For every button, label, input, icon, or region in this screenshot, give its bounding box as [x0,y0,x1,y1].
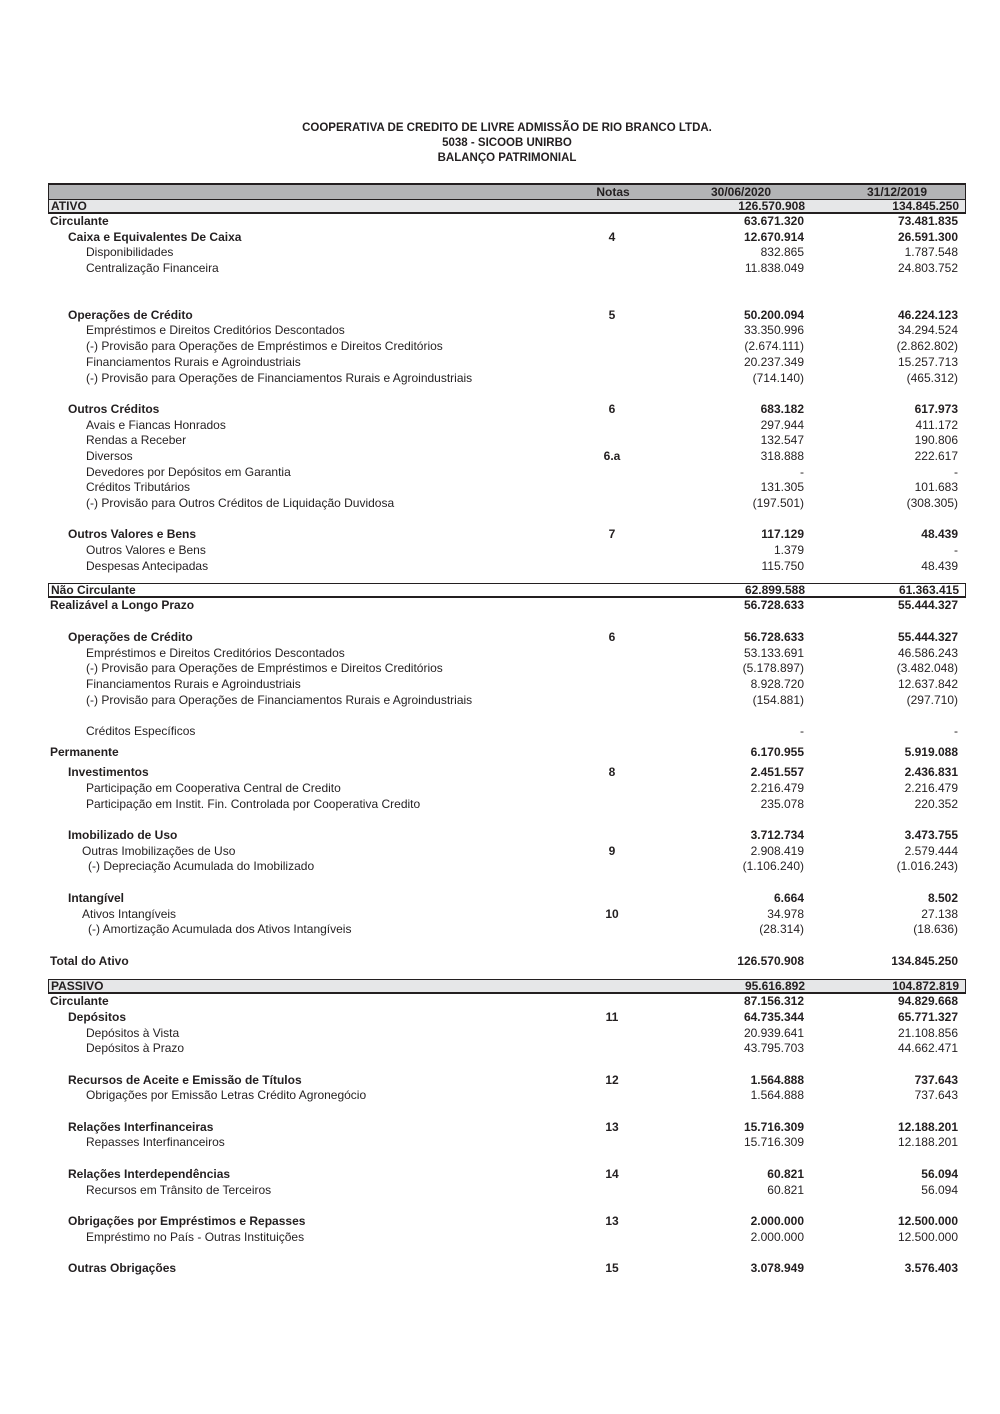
row-label: Recursos de Aceite e Emissão de Títulos [68,1072,302,1087]
value-period1: 33.350.996 [743,323,804,338]
value-period2: 190.806 [914,433,958,448]
value-period1: 3.078.949 [750,1260,804,1275]
table-row [48,355,966,371]
row-label: Disponibilidades [86,245,174,260]
note-ref: 5 [608,307,616,322]
row-label: (-) Depreciação Acumulada do Imobilizado [88,859,315,874]
value-period1: 60.821 [767,1166,804,1181]
row-label: Operações de Crédito [68,629,193,644]
row-label: (-) Provisão para Operações de Financiamentos Rurais e Agroindustriais [86,692,473,707]
row-label: Outros Valores e Bens [68,527,197,542]
row-label: Créditos Específicos [86,723,196,738]
row-label: Repasses Interfinanceiros [86,1135,225,1150]
row-label: Caixa e Equivalentes De Caixa [68,229,242,244]
report-header [0,121,1000,166]
value-period2: 411.172 [915,417,958,432]
value-period2: - [954,543,958,558]
row-label: Relações Interfinanceiras [68,1119,214,1134]
table-row [48,449,966,465]
value-period1: (5.178.897) [742,661,804,676]
table-row [48,245,966,261]
value-period2: 3.576.403 [904,1260,958,1275]
value-period2: 104.872.819 [892,979,959,994]
value-period1: 20.939.641 [743,1025,804,1040]
note-ref: 14 [605,1166,619,1181]
row-permanente [48,745,966,761]
company-name: COOPERATIVA DE CREDITO DE LIVRE ADMISSÃO DE RIO BRANCO LTDA. [302,122,712,134]
row-label: Rendas a Receber [86,433,187,448]
table-row [48,844,966,860]
note-ref: 6 [608,401,616,416]
row-label: Obrigações por Emissão Letras Crédito Agronegócio [86,1088,367,1103]
value-period1: 297.944 [760,417,804,432]
value-period1: 34.978 [767,906,804,921]
value-period2: 48.439 [921,527,958,542]
value-period1: 2.216.479 [750,781,804,795]
value-period1: 64.735.344 [743,1009,804,1024]
table-row [48,1183,966,1199]
row-label: (-) Provisão para Operações de Empréstimos e Direitos Creditórios [86,661,443,676]
value-period1: 3.712.734 [750,828,804,843]
row-label: Imobilizado de Uso [68,828,178,843]
value-period2: 101.683 [914,480,958,495]
row-label: Investimentos [68,765,149,780]
group-operacoes-credito-cp [48,308,966,324]
value-period2: 46.586.243 [897,645,958,660]
value-period2: 44.662.471 [897,1041,958,1056]
note-ref: 15 [605,1260,619,1275]
value-period1: 1.564.888 [750,1088,804,1103]
group-intangivel [48,891,966,907]
value-period2: (308.305) [906,496,958,510]
notes-column-header: Notas [596,185,630,199]
table-row [48,323,966,339]
value-period1: 117.129 [761,527,804,542]
value-period1: 53.133.691 [743,645,804,660]
value-period2: 220.352 [914,796,958,811]
value-period2: (3.482.048) [896,661,958,676]
value-period1: 1.564.888 [750,1072,804,1087]
value-period2: 617.973 [914,401,958,416]
group-obrigacoes-emprestimos [48,1214,966,1230]
table-row [48,480,966,496]
row-label: Circulante [50,214,109,228]
row-label: Depósitos à Vista [86,1025,180,1040]
row-label: Outras Obrigações [68,1260,177,1275]
group-relacoes-interdependencias [48,1167,966,1183]
value-period1: 2.908.419 [750,843,804,858]
table-row [48,1135,966,1151]
value-period2: 65.771.327 [897,1009,958,1024]
value-period1: 683.182 [760,401,804,416]
row-label: Despesas Antecipadas [86,558,209,573]
period2-column-header: 31/12/2019 [866,185,928,199]
value-period2: 2.579.444 [904,843,958,858]
row-circulante [48,214,966,230]
table-row [48,465,966,481]
value-period2: 34.294.524 [897,323,958,338]
value-period1: 132.547 [760,433,804,448]
table-row [48,433,966,449]
row-label: Obrigações por Empréstimos e Repasses [68,1213,306,1228]
value-period1: 8.928.720 [750,676,804,691]
value-period1: - [800,464,804,479]
section-passivo [48,979,966,994]
row-realizavel-longo-prazo [48,598,966,614]
group-recursos-aceite [48,1073,966,1089]
table-row [48,693,966,709]
row-label: Ativos Intangíveis [82,906,177,921]
value-period1: 15.716.309 [743,1119,804,1134]
table-row [48,543,966,559]
balance-sheet-table [48,183,966,1277]
value-period2: 56.094 [921,1166,958,1181]
value-period2: 27.138 [921,906,958,921]
section-ativo [48,199,966,214]
value-period2: 5.919.088 [904,744,958,759]
value-period1: 1.379 [773,543,804,558]
row-label: Outros Créditos [68,401,160,416]
row-label: Intangível [68,890,125,905]
row-passivo-circulante [48,994,966,1010]
row-label: (-) Provisão para Operações de Empréstimos e Direitos Creditórios [86,339,443,354]
unit-name: 5038 - SICOOB UNIRBO [442,137,572,149]
row-label: Outros Valores e Bens [86,543,206,558]
row-label: Depósitos [68,1009,127,1024]
note-ref: 6.a [603,448,621,463]
value-period1: 12.670.914 [743,229,804,244]
value-period2: 24.803.752 [897,261,958,276]
row-label: Participação em Cooperativa Central de Credito [86,781,341,795]
value-period2: 26.591.300 [897,229,958,244]
row-label: Financiamentos Rurais e Agroindustriais [86,354,301,369]
table-row [48,1041,966,1057]
row-label: Financiamentos Rurais e Agroindustriais [86,676,301,691]
value-period2: 8.502 [927,890,958,905]
group-outras-obrigacoes [48,1261,966,1277]
table-row [48,781,966,797]
group-caixa [48,230,966,246]
value-period2: (297.710) [906,692,958,707]
value-period2: 12.500.000 [897,1229,958,1244]
value-period1: 235.078 [760,796,804,811]
value-period1: 56.728.633 [743,598,804,613]
table-row [48,418,966,434]
row-label: Centralização Financeira [86,261,219,276]
value-period2: 134.845.250 [891,953,958,968]
value-period2: (1.016.243) [896,859,958,874]
note-ref: 9 [608,843,616,858]
table-row [48,559,966,575]
value-period1: 126.570.908 [737,953,804,968]
table-row [48,646,966,662]
note-ref: 13 [605,1213,619,1228]
group-outros-creditos [48,402,966,418]
row-label: Outras Imobilizações de Uso [82,843,236,858]
row-label: Realizável a Longo Prazo [50,598,195,613]
value-period2: 56.094 [921,1182,958,1197]
table-row [48,1026,966,1042]
note-ref: 10 [605,906,619,921]
value-period1: 2.000.000 [750,1213,804,1228]
table-row [48,1230,966,1246]
row-label: Circulante [50,994,109,1009]
row-creditos-especificos [48,724,966,740]
note-ref: 13 [605,1119,619,1134]
table-row [48,922,966,938]
value-period1: 832.865 [760,245,804,260]
value-period1: (714.140) [752,370,804,385]
value-period1: (1.106.240) [742,859,804,874]
value-period2: 737.643 [914,1088,958,1103]
value-period1: 6.664 [773,890,804,905]
value-period1: (2.674.111) [744,339,804,354]
value-period1: 62.899.588 [744,583,805,598]
row-label: Total do Ativo [50,953,129,968]
value-period2: 48.439 [921,558,958,573]
value-period1: 318.888 [760,448,804,463]
value-period1: 126.570.908 [738,199,805,213]
value-period1: 60.821 [767,1182,804,1197]
row-label: Depósitos à Prazo [86,1041,185,1056]
value-period2: (465.312) [906,370,958,385]
value-period1: 56.728.633 [743,629,804,644]
group-investimentos [48,765,966,781]
row-label: Empréstimo no País - Outras Instituições [86,1229,305,1244]
row-label: Créditos Tributários [86,480,191,495]
value-period1: (28.314) [759,922,804,937]
row-label: Operações de Crédito [68,307,193,322]
value-period1: 87.156.312 [743,994,804,1009]
group-depositos [48,1010,966,1026]
row-label: Avais e Fiancas Honrados [86,417,226,432]
row-label: Recursos em Trânsito de Terceiros [86,1182,272,1197]
table-row [48,797,966,813]
note-ref: 6 [608,629,616,644]
value-period2: 3.473.755 [904,828,958,843]
row-label: Empréstimos e Direitos Creditórios Descontados [86,645,345,660]
group-relacoes-interfinanceiras [48,1120,966,1136]
row-label: ATIVO [51,199,87,213]
value-period1: (154.881) [752,692,804,707]
table-row [48,859,966,875]
value-period1: 43.795.703 [743,1041,804,1056]
value-period2: 12.637.842 [897,676,958,691]
note-ref: 12 [605,1072,619,1087]
row-label: Devedores por Depósitos em Garantia [86,464,291,479]
value-period2: (18.636) [913,922,958,937]
note-ref: 8 [608,765,616,780]
table-row [48,496,966,512]
row-label: Diversos [86,448,133,463]
value-period2: 55.444.327 [897,629,958,644]
group-imobilizado-uso [48,828,966,844]
section-nao-circulante [48,583,966,598]
report-title: BALANÇO PATRIMONIAL [437,152,577,164]
period1-column-header: 30/06/2020 [710,185,772,199]
value-period1: - [800,723,804,738]
value-period2: 2.216.479 [904,781,958,795]
value-period2: 12.500.000 [897,1213,958,1228]
table-row [48,661,966,677]
row-label: (-) Provisão para Operações de Financiamentos Rurais e Agroindustriais [86,370,473,385]
value-period1: 115.750 [761,558,804,573]
value-period2: 222.617 [914,448,958,463]
value-period2: 1.787.548 [904,245,958,260]
value-period2: 2.436.831 [904,765,958,780]
value-period1: 95.616.892 [744,979,805,994]
value-period2: (2.862.802) [896,339,958,354]
value-period1: 63.671.320 [743,214,804,228]
note-ref: 4 [608,229,616,244]
value-period1: 131.305 [760,480,804,495]
value-period2: 73.481.835 [897,214,958,228]
value-period1: 15.716.309 [743,1135,804,1150]
table-row [48,907,966,923]
group-operacoes-credito-lp [48,630,966,646]
value-period2: 46.224.123 [897,307,958,322]
table-row [48,261,966,277]
row-label: (-) Provisão para Outros Créditos de Liquidação Duvidosa [86,496,395,510]
value-period2: 12.188.201 [897,1135,958,1150]
table-row [48,371,966,387]
row-label: Não Circulante [51,583,136,598]
row-label: PASSIVO [51,979,104,994]
note-ref: 7 [608,527,616,542]
value-period1: (197.501) [752,496,804,510]
value-period2: 12.188.201 [897,1119,958,1134]
value-period2: 61.363.415 [898,583,959,598]
value-period2: - [954,723,958,738]
value-period2: 55.444.327 [897,598,958,613]
row-label: (-) Amortização Acumulada dos Ativos Intangíveis [88,922,352,937]
group-outros-valores-bens [48,527,966,543]
value-period2: 15.257.713 [897,354,958,369]
value-period1: 2.451.557 [750,765,804,780]
value-period2: 94.829.668 [897,994,958,1009]
value-period2: - [954,464,958,479]
value-period1: 50.200.094 [743,307,804,322]
row-total-ativo [48,954,966,970]
row-label: Empréstimos e Direitos Creditórios Descontados [86,323,345,338]
note-ref: 11 [605,1009,619,1024]
value-period1: 2.000.000 [750,1229,804,1244]
table-row [48,677,966,693]
value-period2: 21.108.856 [897,1025,958,1040]
value-period1: 20.237.349 [743,354,804,369]
row-label: Permanente [50,744,119,759]
value-period2: 737.643 [914,1072,958,1087]
column-header-row [48,183,966,199]
value-period1: 11.838.049 [744,261,804,276]
table-row [48,339,966,355]
row-label: Relações Interdependências [68,1166,231,1181]
table-row [48,1088,966,1104]
row-label: Participação em Instit. Fin. Controlada por Cooperativa Credito [86,796,421,811]
value-period2: 134.845.250 [892,199,959,213]
value-period1: 6.170.955 [750,744,804,759]
